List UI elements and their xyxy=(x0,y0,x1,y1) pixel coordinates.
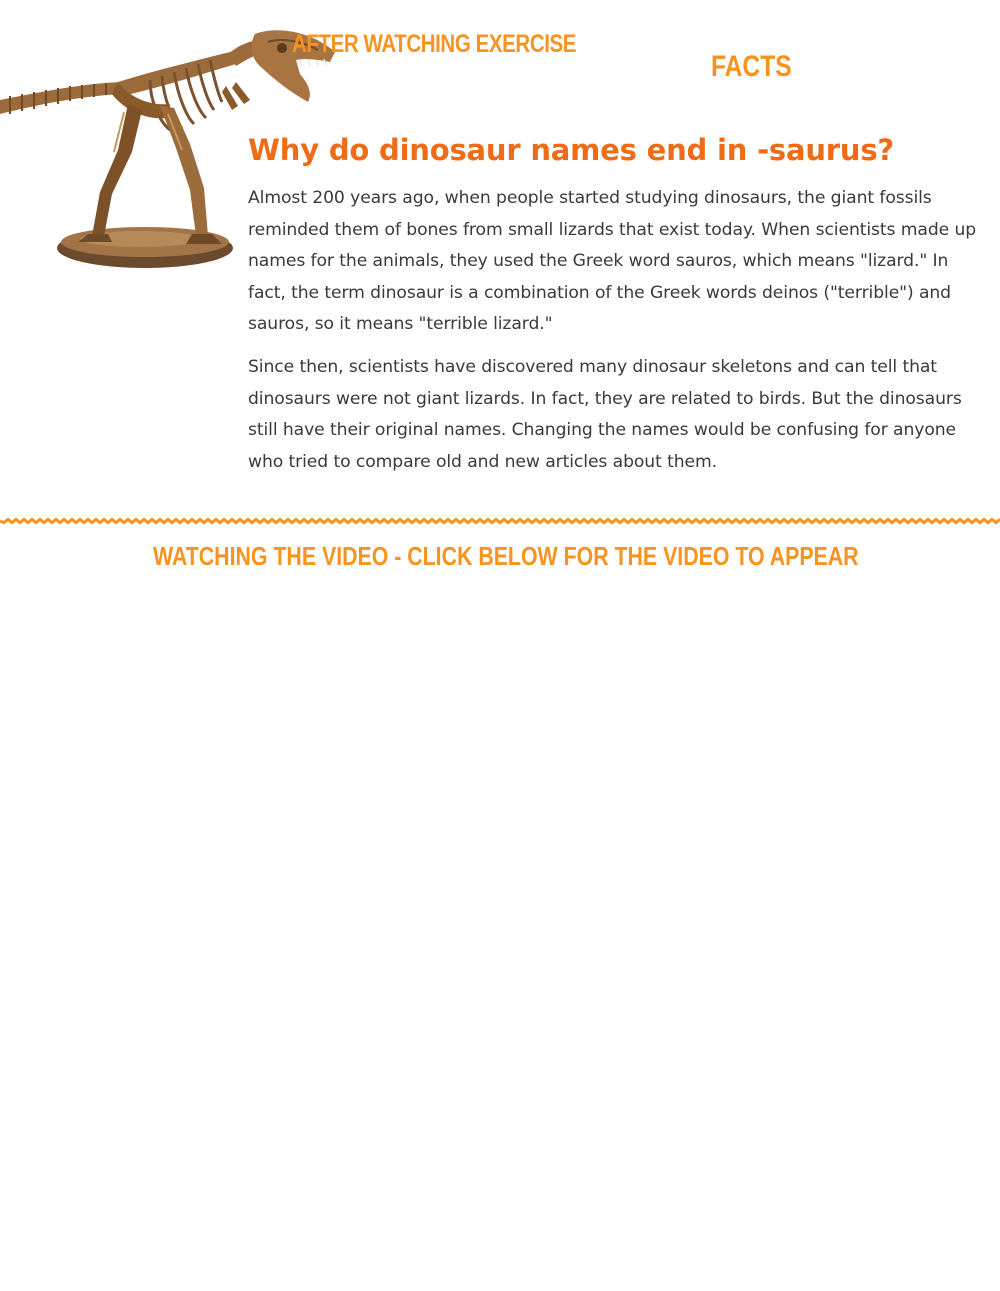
wavy-divider xyxy=(0,514,1000,528)
article-paragraph: Almost 200 years ago, when people started studying dinosaurs, the giant fossils reminded them of bones from small lizards that exist today. When scientists made up names for the animals, they used the Greek word sauros, which means "lizard." In fact, the term dinosaur is a combination of the Greek words deinos ("terrible") and sauros, so it means "terrible lizard." xyxy=(248,188,977,335)
video-embed-area[interactable] xyxy=(0,590,1000,1290)
facts-label: FACTS xyxy=(711,50,792,83)
video-section-label: WATCHING THE VIDEO - CLICK BELOW FOR THE VIDEO TO APPEAR xyxy=(153,541,859,571)
article-heading: Why do dinosaur names end in -saurus? xyxy=(248,133,895,167)
exercise-title: AFTER WATCHING EXERCISE xyxy=(292,30,577,58)
article-paragraph: Since then, scientists have discovered many dinosaur skeletons and can tell that dinosaurs were not giant lizards. In fact, they are related to birds. But the dinosaurs still have their original names. Changing the names would be confusing for anyone who tried to compare old and new articles about them. xyxy=(248,357,962,472)
